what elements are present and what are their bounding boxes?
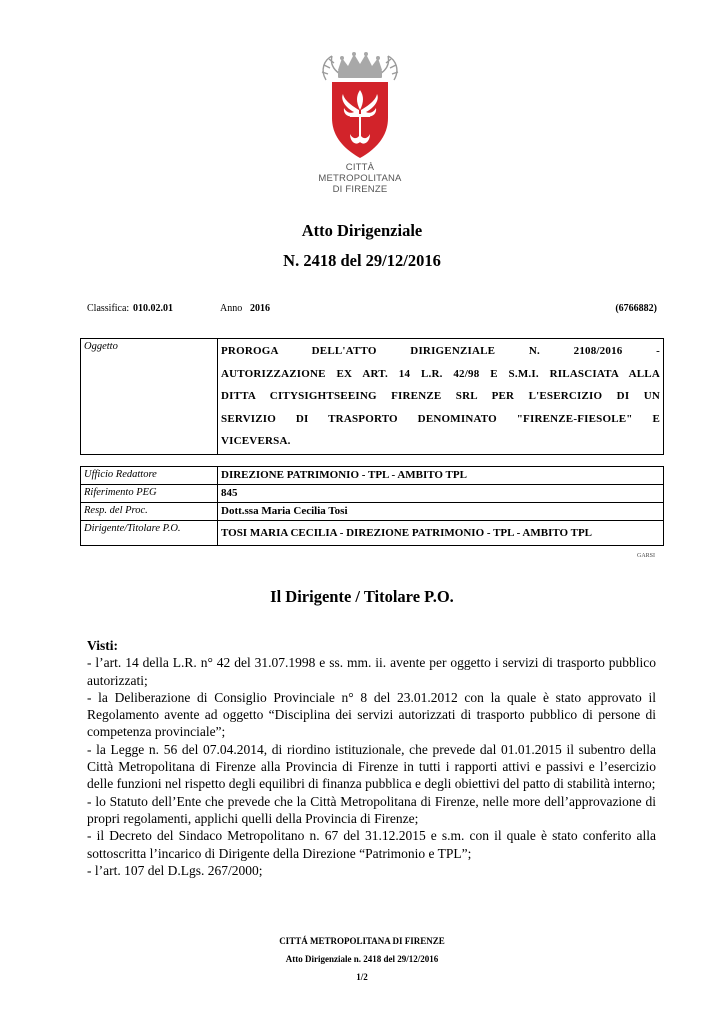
act-title: Atto Dirigenziale [301,221,423,240]
subject-line: VICEVERSA. [221,435,291,447]
subject-table [80,338,664,455]
body-paragraph: - la Deliberazione di Consiglio Provinciale n° 8 del 23.01.2012 con la quale è stato approvato il Regolamento avente ad oggetto “Disciplina dei servizi autorizzati di trasporto pubblico di persone di competenza provinciale”; [87,689,656,740]
anno-value: 2016 [250,303,270,314]
document-body [87,637,656,879]
office-label: Ufficio Redattore [81,467,218,485]
document-code: (6766882) [615,303,657,314]
table-row [81,503,664,521]
subject-line: DITTA CITYSIGHTSEEING FIRENZE SRL PER L'ESERCIZIO DI UN [221,390,660,402]
logo-text-line1: CITTÀ METROPOLITANA [318,162,402,184]
subject-line: AUTORIZZAZIONE EX ART. 14 L.R. 42/98 E S.M.I. RILASCIATA ALLA [221,367,660,380]
visti-heading: Visti: [87,638,118,653]
footer-act-ref: Atto Dirigenziale n. 2418 del 29/12/2016 [285,954,439,964]
footer-org: CITTÁ METROPOLITANA DI FIRENZE [279,936,445,946]
subject-label: Oggetto [81,339,218,455]
operator-tag: GARSI [636,553,655,559]
page-number: 1/2 [356,972,368,982]
section-heading: Il Dirigente / Titolare P.O. [270,587,454,606]
body-paragraph: - l’art. 14 della L.R. n° 42 del 31.07.1998 e ss. mm. ii. avente per oggetto i servizi di trasporto pubblico autorizzati; [87,655,656,688]
act-number: N. 2418 del 29/12/2016 [283,251,441,270]
office-info-table [80,466,664,546]
dirigente-value: TOSI MARIA CECILIA - DIREZIONE PATRIMONIO - TPL - AMBITO TPL [218,521,664,546]
table-row [81,485,664,503]
classifica-value: 010.02.01 [133,303,173,314]
anno-label: Anno [220,303,243,314]
peg-value: 845 [218,485,664,503]
body-paragraph: - il Decreto del Sindaco Metropolitano n. 67 del 31.12.2015 e s.m. con il quale è stato conferito alla sottoscritta l’incarico di Dirigente della Direzione “Patrimonio e TPL”; [87,828,656,861]
subject-line: PROROGA DELL'ATTO DIRIGENZIALE N. 2108/2016 - [221,345,660,357]
fleur-de-lis-shield-icon [312,50,408,162]
body-paragraph: - la Legge n. 56 del 07.04.2014, di riordino istituzionale, che prevede dal 01.01.2015 il subentro della Città Metropolitana di Firenze alla Provincia di Firenze in tutti i rapporti attivi e passivi e l’esercizio delle funzioni nel rispetto degli equilibri di finanza pubblica e degli obiettivi del patto di stabilità interno; [87,741,656,792]
table-row [81,521,664,546]
subject-text [218,339,664,455]
body-paragraph: - l’art. 107 del D.Lgs. 267/2000; [87,862,263,878]
body-paragraph: - lo Statuto dell’Ente che prevede che la Città Metropolitana di Firenze, nelle more dell’approvazione di propri regolamenti, applichi quelli della Provincia di Firenze; [87,793,656,826]
classifica-label: Classifica: [87,303,130,314]
classification-row [87,303,657,317]
peg-label: Riferimento PEG [81,485,218,503]
city-logo [305,50,415,200]
table-row [81,467,664,485]
office-value: DIREZIONE PATRIMONIO - TPL - AMBITO TPL [218,467,664,485]
dirigente-label: Dirigente/Titolare P.O. [81,521,218,546]
resp-proc-value: Dott.ssa Maria Cecilia Tosi [218,503,664,521]
resp-proc-label: Resp. del Proc. [81,503,218,521]
logo-text-line2: DI FIRENZE [332,184,388,195]
subject-line: SERVIZIO DI TRASPORTO DENOMINATO "FIRENZE-FIESOLE" E [221,412,660,425]
